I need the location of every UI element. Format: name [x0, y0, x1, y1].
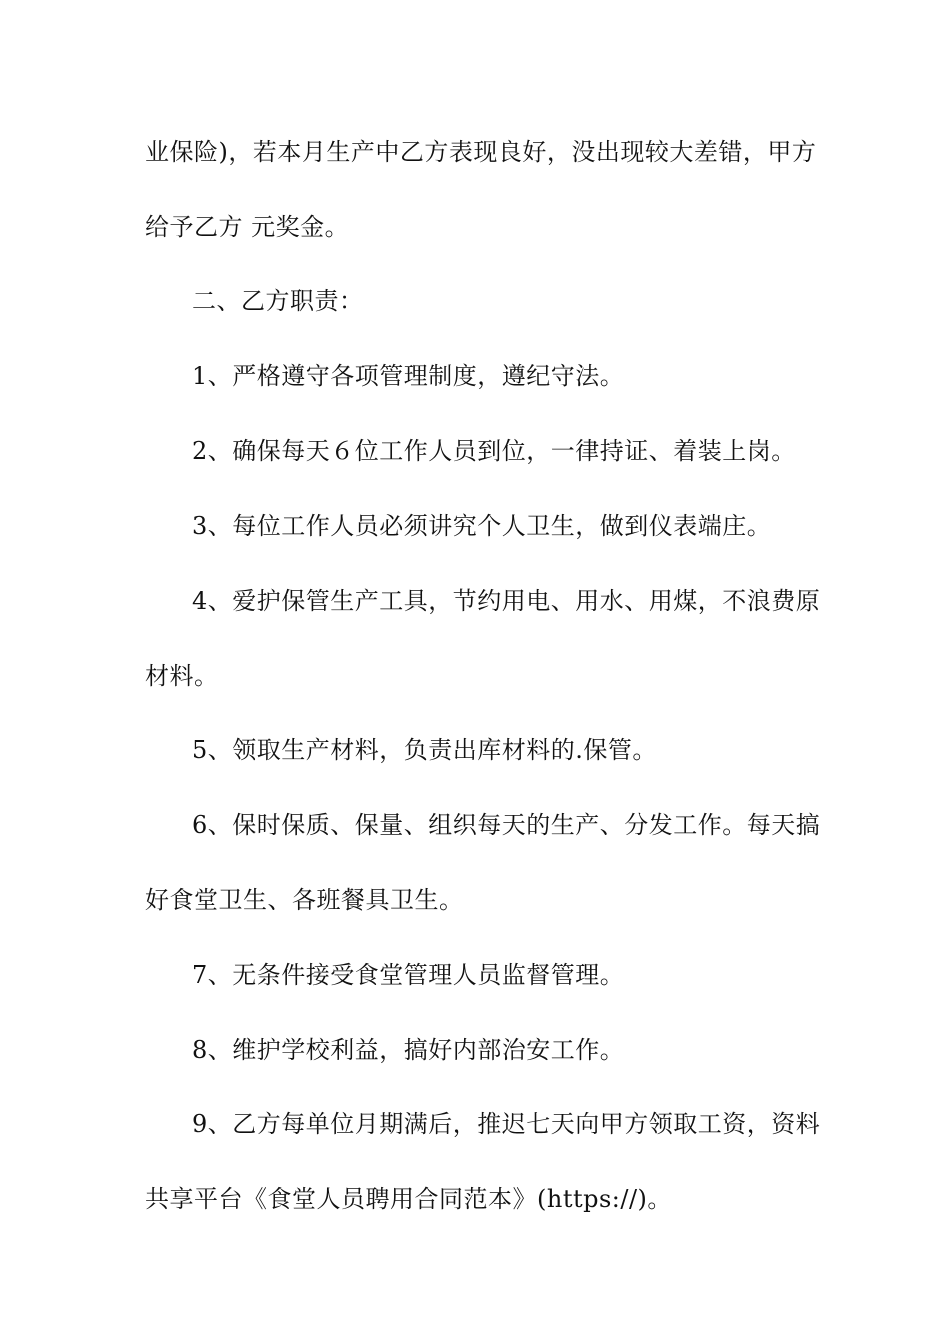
- list-item-4-continuation: 材料。: [145, 662, 219, 690]
- list-item-5: 5、领取生产材料，负责出库材料的.保管。: [192, 736, 657, 764]
- list-item-3: 3、每位工作人员必须讲究个人卫生，做到仪表端庄。: [192, 512, 772, 540]
- text-line-1: 业保险)，若本月生产中乙方表现良好，没出现较大差错，甲方: [145, 138, 817, 166]
- list-item-7: 7、无条件接受食堂管理人员监督管理。: [192, 961, 625, 989]
- list-item-9-continuation: 共享平台《食堂人员聘用合同范本》(https://)。: [145, 1185, 672, 1213]
- list-item-8: 8、维护学校利益，搞好内部治安工作。: [192, 1036, 625, 1064]
- list-item-1: 1、严格遵守各项管理制度，遵纪守法。: [192, 362, 625, 390]
- list-item-4: 4、爱护保管生产工具，节约用电、用水、用煤，不浪费原: [192, 587, 821, 615]
- list-item-6-continuation: 好食堂卫生、各班餐具卫生。: [145, 886, 464, 914]
- list-item-6: 6、保时保质、保量、组织每天的生产、分发工作。每天搞: [192, 811, 821, 839]
- list-item-2: 2、确保每天６位工作人员到位，一律持证、着装上岗。: [192, 437, 796, 465]
- list-item-9: 9、乙方每单位月期满后，推迟七天向甲方领取工资，资料: [192, 1110, 821, 1138]
- text-line-2: 给予乙方 元奖金。: [145, 213, 350, 241]
- section-heading: 二、乙方职责：: [192, 287, 364, 315]
